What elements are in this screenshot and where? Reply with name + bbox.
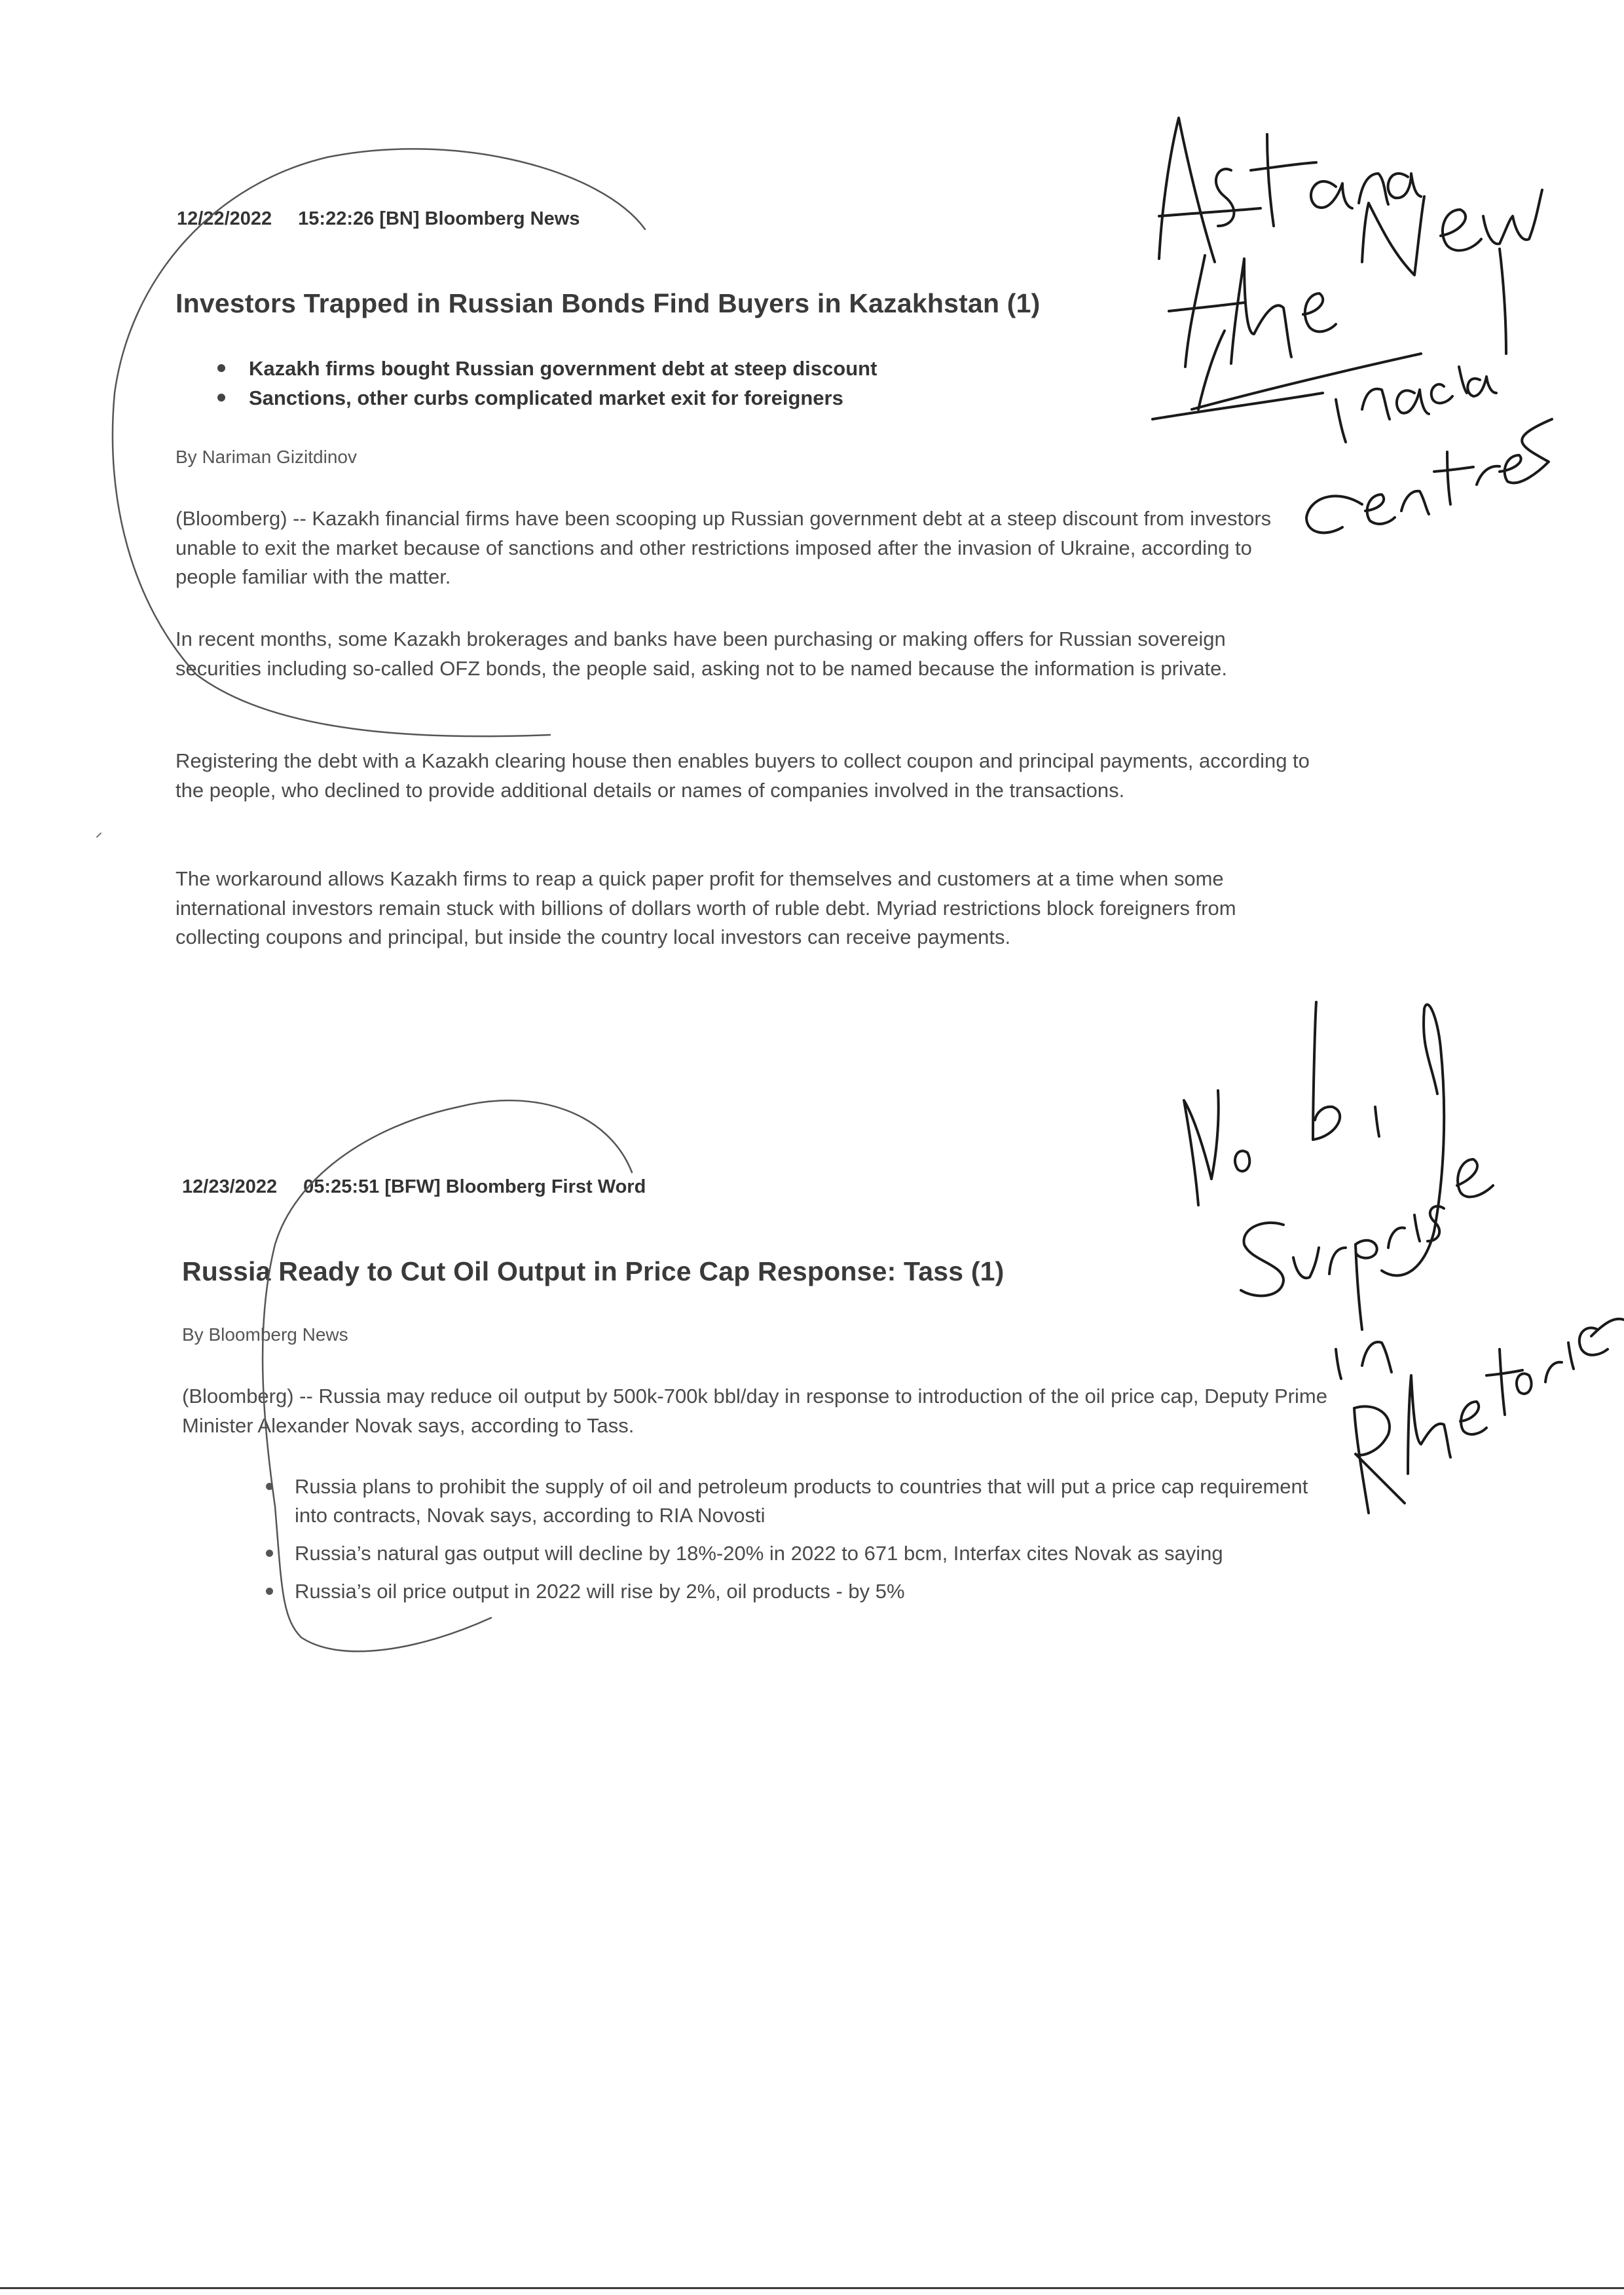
page-edge-line (0, 2287, 1624, 2289)
article-time: 15:22:26 (298, 208, 375, 229)
article-paragraph: In recent months, some Kazakh brokerages and banks have been purchasing or making offers for Russian sovereign securities including so-called OFZ bonds, the people said, asking not to be named because the information is private. (175, 627, 1228, 680)
article-meta (177, 208, 580, 230)
article-source: [BN] Bloomberg News (379, 208, 580, 229)
article-bullets (262, 1472, 1336, 1615)
article-summary (217, 354, 877, 413)
summary-item: Sanctions, other curbs complicated market exit for foreigners (217, 383, 877, 413)
article-date: 12/22/2022 (177, 208, 272, 229)
bullet-item: Russia’s natural gas output will decline by 18%-20% in 2022 to 671 bcm, Interfax cites Novak as saying (262, 1539, 1336, 1568)
bullet-item: Russia plans to prohibit the supply of oil and petroleum products to countries that will put a price cap requirement into contracts, Novak says, according to RIA Novosti (262, 1472, 1336, 1530)
article-headline: Russia Ready to Cut Oil Output in Price Cap Response: Tass (1) (182, 1256, 1005, 1286)
article-paragraph: (Bloomberg) -- Russia may reduce oil output by 500k-700k bbl/day in response to introduction of the oil price cap, Deputy Prime Minister Alexander Novak says, according to Tass. (182, 1385, 1327, 1437)
bullet-item: Russia’s oil price output in 2022 will rise by 2%, oil products - by 5% (262, 1577, 1336, 1606)
article-headline: Investors Trapped in Russian Bonds Find Buyers in Kazakhstan (1) (175, 288, 1041, 318)
article-paragraph: The workaround allows Kazakh firms to reap a quick paper profit for themselves and customers at a time when some international investors remain stuck with billions of dollars worth of ruble debt. Myriad restrictions block foreigners from collecting coupons and principal, but inside the country local investors can receive payments. (175, 867, 1236, 948)
summary-item: Kazakh firms bought Russian government debt at steep discount (217, 354, 877, 383)
article-date: 12/23/2022 (182, 1176, 278, 1197)
article-byline: By Nariman Gizitdinov (175, 447, 357, 467)
ink-note-1 (1153, 118, 1552, 532)
article-meta (182, 1176, 646, 1198)
article-time: 05:25:51 (303, 1176, 380, 1197)
article-paragraph: (Bloomberg) -- Kazakh financial firms have been scooping up Russian government debt at a steep discount from investors unable to exit the market because of sanctions and other restrictions imposed after the invasion of Ukraine, according to people familiar with the matter. (175, 507, 1272, 588)
article-paragraph: Registering the debt with a Kazakh clearing house then enables buyers to collect coupon and principal payments, according to the people, who declined to provide additional details or names of companies involved in the transactions. (175, 749, 1310, 802)
article-source: [BFW] Bloomberg First Word (384, 1176, 646, 1197)
article-byline: By Bloomberg News (182, 1324, 348, 1345)
